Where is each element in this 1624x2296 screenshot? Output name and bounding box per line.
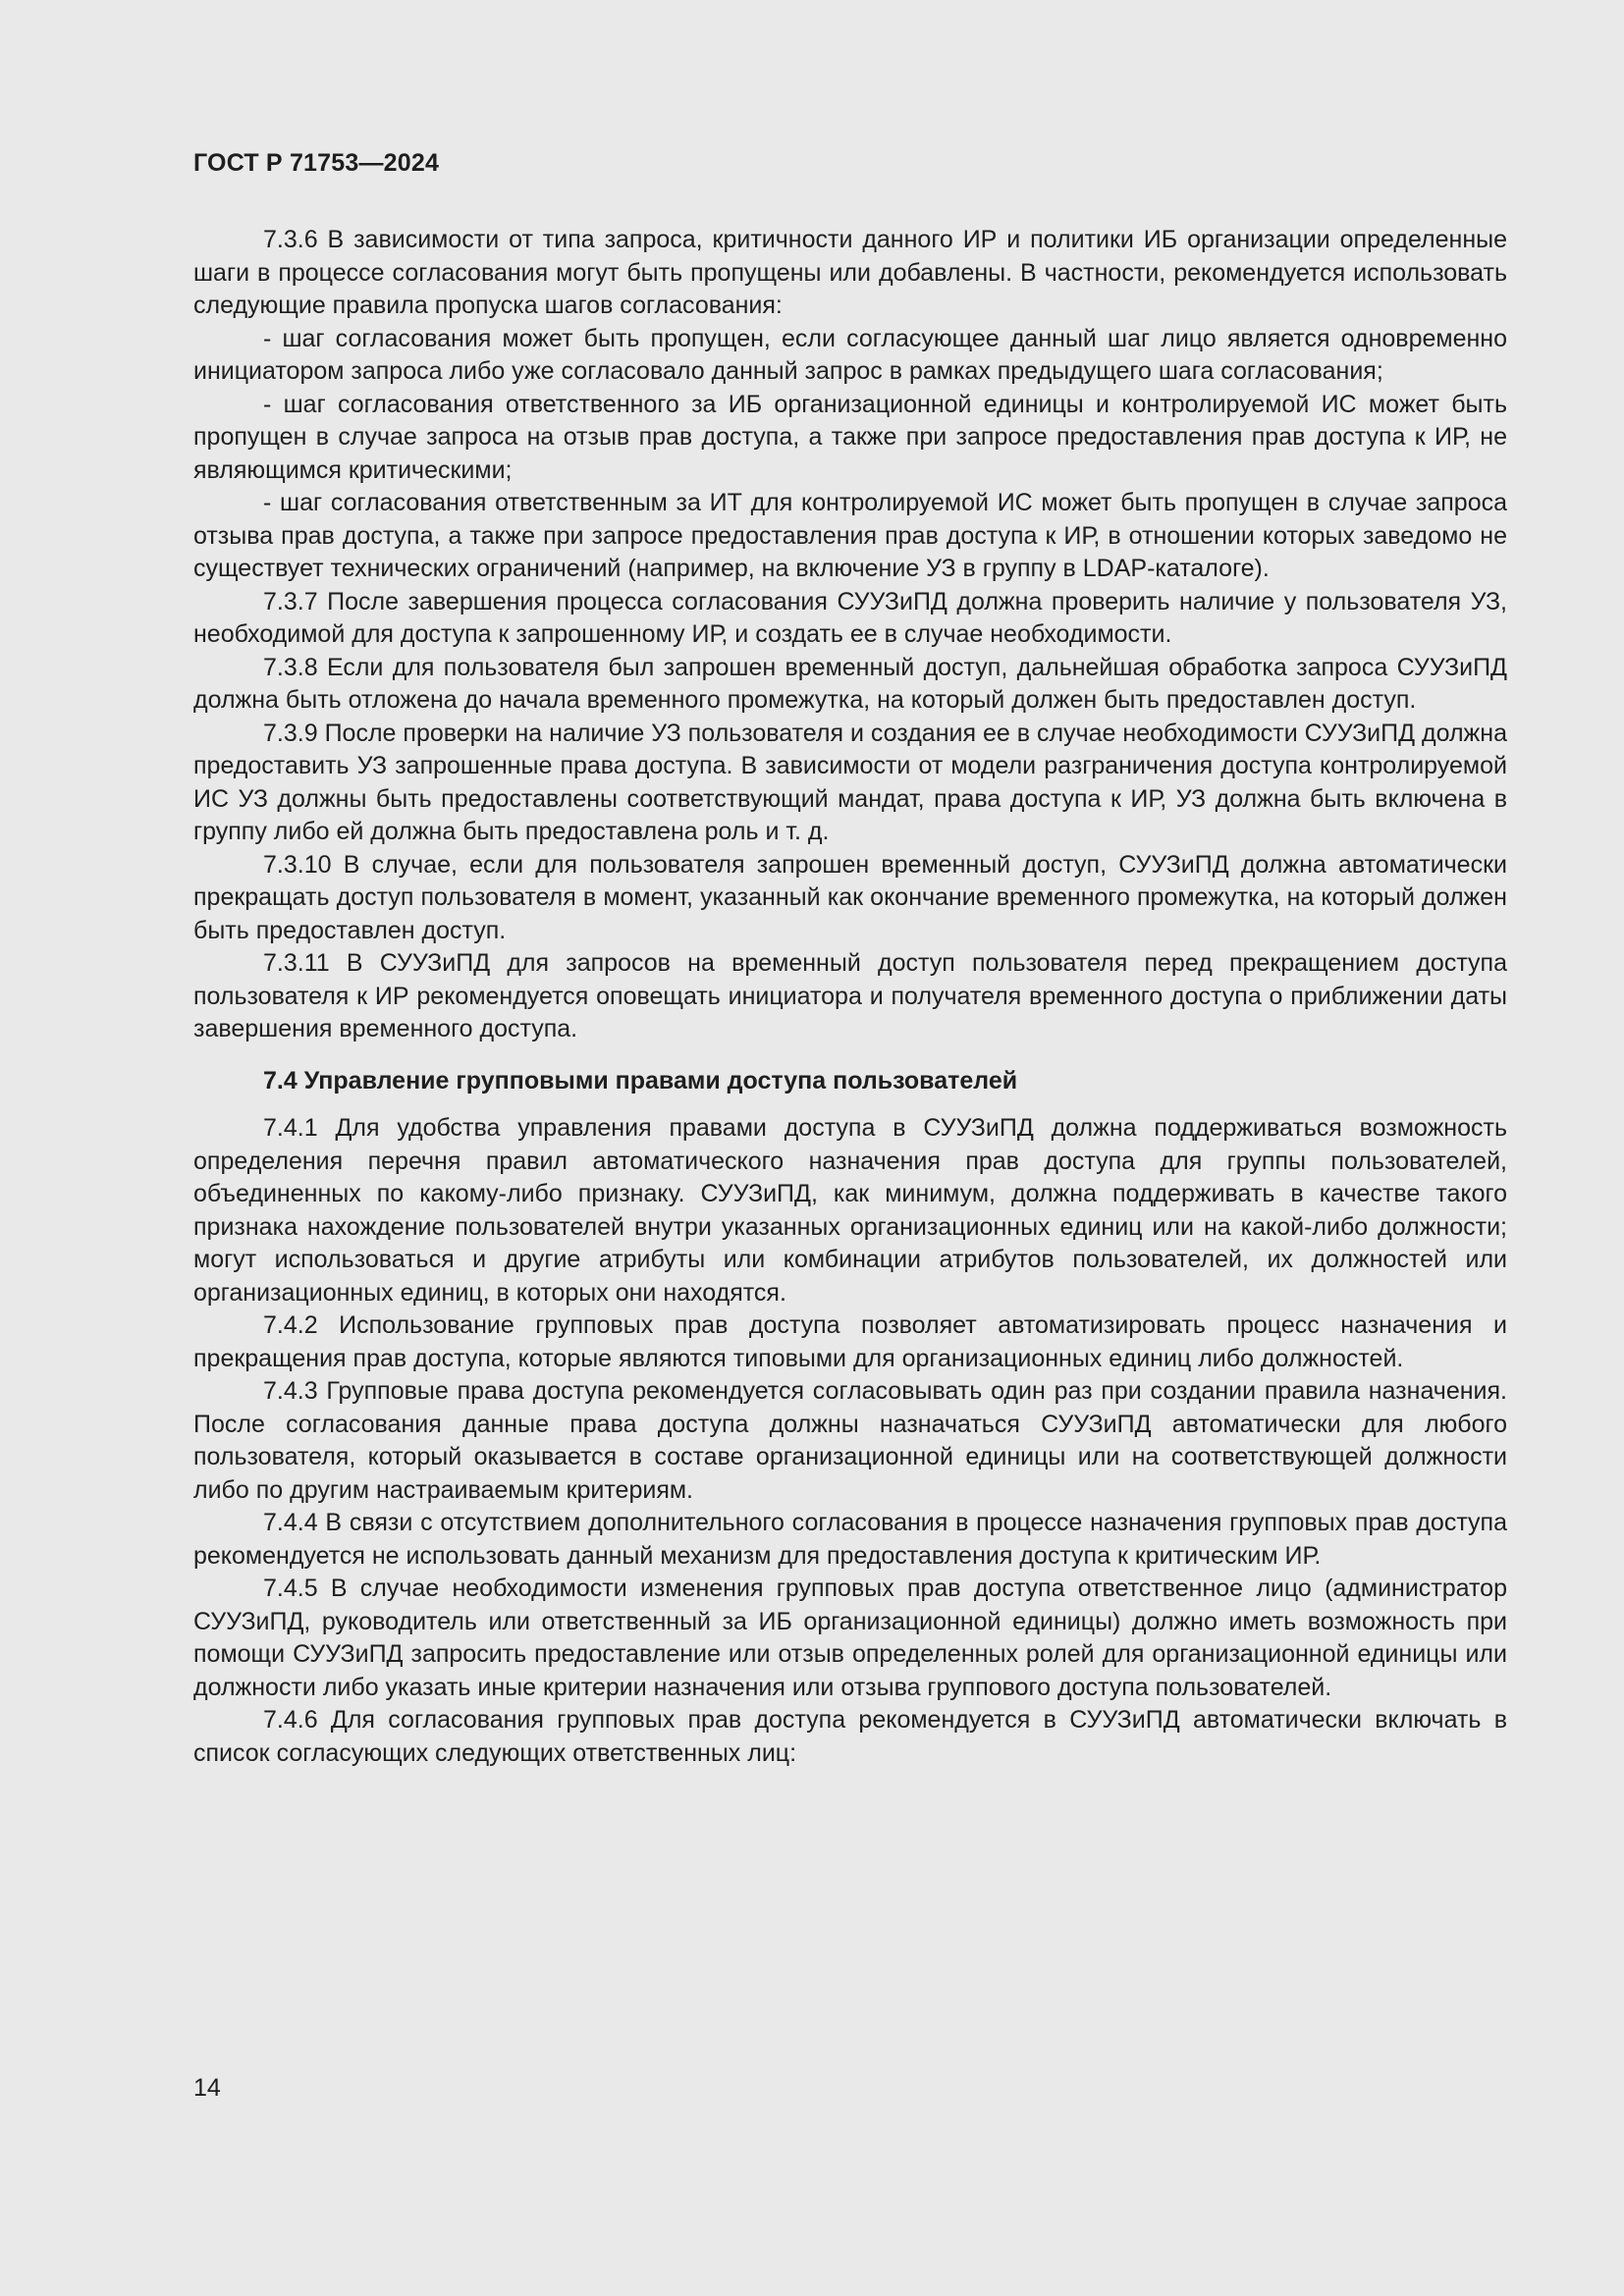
list-item-skip-rule-2: - шаг согласования ответственного за ИБ организационной единицы и контролируемой ИС может быть пропущен в случае запроса на отзыв прав доступа, а также при запросе предоставления прав доступа к ИР, не являющимся критическими; bbox=[193, 390, 1507, 484]
paragraph-7-3-10: 7.3.10 В случае, если для пользователя запрошен временный доступ, СУУЗиПД должна автоматически прекращать доступ пользователя в момент, указанный как окончание временного промежутка, на который должен быть предоставлен доступ. bbox=[193, 850, 1507, 944]
list-item-skip-rule-3: - шаг согласования ответственным за ИТ для контролируемой ИС может быть пропущен в случае запроса отзыва прав доступа, а также при запросе предоставления прав доступа к ИР, в отношении которых заведомо не существует технических ограничений (например, на включение УЗ в группу в LDAP-каталоге). bbox=[193, 489, 1507, 582]
paragraph-7-3-8: 7.3.8 Если для пользователя был запрошен временный доступ, дальнейшая обработка запроса СУУЗиПД должна быть отложена до начала временного промежутка, на который должен быть предоставлен доступ. bbox=[193, 653, 1507, 714]
section-heading-7-4: 7.4 Управление групповыми правами доступа пользователей bbox=[263, 1066, 1018, 1095]
list-item-skip-rule-1: - шаг согласования может быть пропущен, если согласующее данный шаг лицо является одновременно инициатором запроса либо уже согласовало данный запрос в рамках предыдущего шага согласования; bbox=[193, 324, 1507, 385]
paragraph-7-4-3: 7.4.3 Групповые права доступа рекомендуется согласовывать один раз при создании правила назначения. После согласования данные права доступа должны назначаться СУУЗиПД автоматически для любого пользователя, который оказывается в составе организационной единицы или на соответствующей должности либо по другим настраиваемым критериям. bbox=[193, 1377, 1507, 1504]
page-number: 14 bbox=[193, 2074, 221, 2102]
standard-header: ГОСТ Р 71753—2024 bbox=[193, 149, 440, 177]
paragraph-7-4-4: 7.4.4 В связи с отсутствием дополнительного согласования в процессе назначения групповых прав доступа рекомендуется не использовать данный механизм для предоставления доступа к критическим ИР. bbox=[193, 1509, 1507, 1570]
paragraph-7-3-9: 7.3.9 После проверки на наличие УЗ пользователя и создания ее в случае необходимости СУУЗиПД должна предоставить УЗ запрошенные права доступа. В зависимости от модели разграничения доступа контролируемой ИС УЗ должны быть предоставлены соответствующий мандат, права доступа к ИР, УЗ должна быть включена в группу либо ей должна быть предоставлена роль и т. д. bbox=[193, 719, 1507, 845]
paragraph-7-3-7: 7.3.7 После завершения процесса согласования СУУЗиПД должна проверить наличие у пользователя УЗ, необходимой для доступа к запрошенному ИР, и создать ее в случае необходимости. bbox=[193, 587, 1507, 648]
paragraph-7-3-6: 7.3.6 В зависимости от типа запроса, критичности данного ИР и политики ИБ организации определенные шаги в процессе согласования могут быть пропущены или добавлены. В частности, рекомендуется использовать следующие правила пропуска шагов согласования: bbox=[193, 226, 1507, 319]
paragraph-7-4-1: 7.4.1 Для удобства управления правами доступа в СУУЗиПД должна поддерживаться возможность определения перечня правил автоматического назначения прав доступа для группы пользователей, объединенных по какому-либо признаку. СУУЗиПД, как минимум, должна поддерживать в качестве такого признака нахождение пользователей внутри указанных организационных единиц или на какой-либо должности; могут использоваться и другие атрибуты или комбинации атрибутов пользователей, их должностей или организационных единиц, в которых они находятся. bbox=[193, 1114, 1507, 1307]
paragraph-7-4-6: 7.4.6 Для согласования групповых прав доступа рекомендуется в СУУЗиПД автоматически включать в список согласующих следующих ответственных лиц: bbox=[193, 1706, 1507, 1767]
paragraph-7-4-5: 7.4.5 В случае необходимости изменения групповых прав доступа ответственное лицо (администратор СУУЗиПД, руководитель или ответственный за ИБ организационной единицы) должно иметь возможность при помощи СУУЗиПД запросить предоставление или отзыв определенных ролей для организационной единицы или должности либо указать иные критерии назначения или отзыва группового доступа пользователей. bbox=[193, 1575, 1507, 1701]
paragraph-7-3-11: 7.3.11 В СУУЗиПД для запросов на временный доступ пользователя перед прекращением доступа пользователя к ИР рекомендуется оповещать инициатора и получателя временного доступа о приближении даты завершения временного доступа. bbox=[193, 949, 1507, 1042]
paragraph-7-4-2: 7.4.2 Использование групповых прав доступа позволяет автоматизировать процесс назначения и прекращения прав доступа, которые являются типовыми для организационных единиц либо должностей. bbox=[193, 1311, 1507, 1372]
document-body bbox=[193, 224, 1507, 1770]
